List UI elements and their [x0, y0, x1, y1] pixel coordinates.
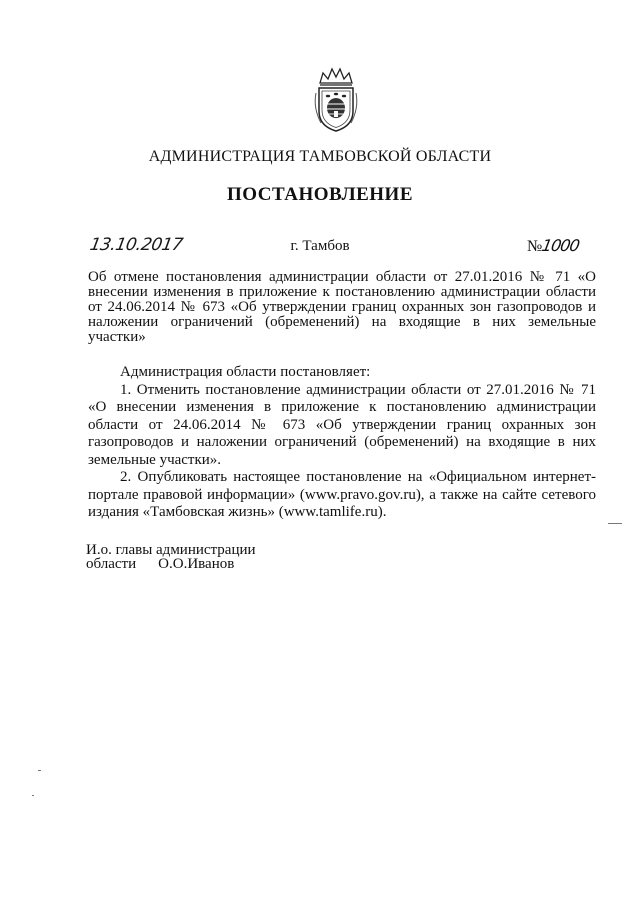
document-type-title: ПОСТАНОВЛЕНИЕ — [226, 184, 414, 205]
organization-name: АДМИНИСТРАЦИЯ ТАМБОВСКОЙ ОБЛАСТИ — [148, 148, 492, 165]
number-prefix: № — [527, 238, 543, 255]
signature-block — [86, 543, 256, 571]
signature-title-line1: И.о. главы администрации — [86, 542, 256, 558]
scan-artifact — [38, 770, 41, 771]
document-body — [88, 364, 596, 522]
body-item-2: 2. Опубликовать настоящее постановление на «Официальном интернет-портале правовой информации» (www.pravo.gov.ru), а также на сайте сетевого издания «Тамбовская жизнь» (www.tamlife.ru). — [88, 469, 596, 520]
handwritten-date: 13.10.2017 — [88, 235, 185, 255]
signatory-name: О.О.Иванов — [158, 556, 235, 572]
scan-artifact — [608, 523, 622, 524]
scan-artifact — [32, 795, 34, 796]
coat-of-arms-icon — [311, 63, 361, 133]
body-item-1: 1. Отменить постановление администрации области от 27.01.2016 № 71 «О внесении изменения в приложение к постановлению администрации области от 24.06.2014 № 673 «Об утверждении границ охранных зон газопроводов и наложении ограничений (обременений) на входящие в них земельные участки». — [88, 381, 596, 468]
document-number — [527, 236, 579, 256]
signature-title-line2: области — [86, 556, 137, 572]
document-subject: Об отмене постановления администрации области от 27.01.2016 № 71 «О внесении изменения в приложение к постановлению администрации области от 24.06.2014 № 673 «Об утверждении границ охранных зон газопроводов и наложении ограничений (обременений) на входящие в них земельные участки» — [88, 269, 596, 345]
city-label: г. Тамбов — [290, 238, 350, 254]
body-intro: Администрация области постановляет: — [120, 364, 371, 380]
handwritten-number: 1000 — [540, 236, 581, 255]
signature-line2 — [86, 557, 256, 571]
